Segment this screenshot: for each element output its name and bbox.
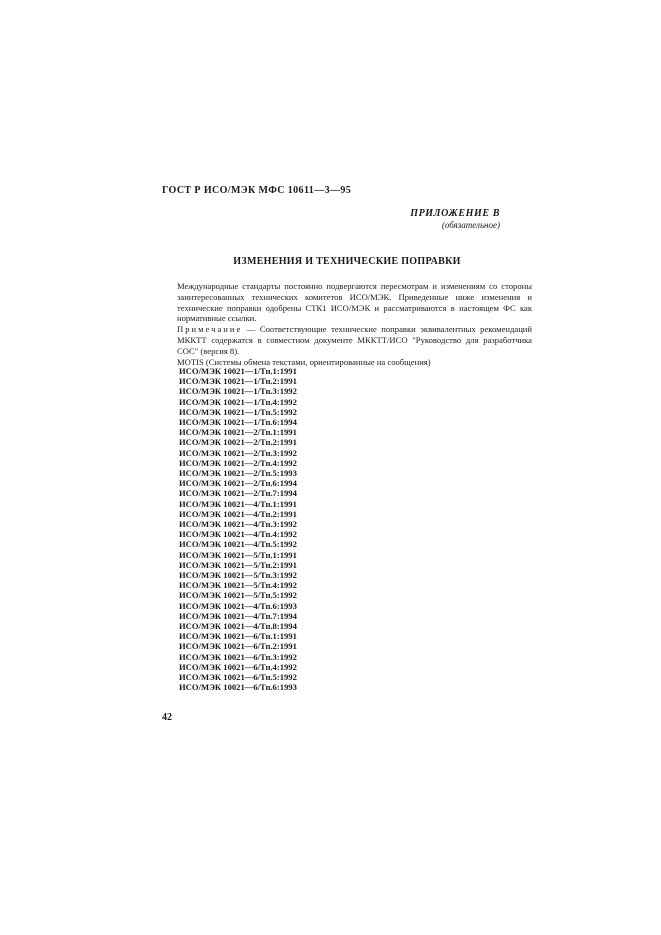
reference-item: ИСО/МЭК 10021—6/Тп.3:1992 — [179, 651, 297, 662]
reference-item: ИСО/МЭК 10021—2/Тп.2:1991 — [179, 437, 297, 448]
reference-item: ИСО/МЭК 10021—6/Тп.1:1991 — [179, 631, 297, 642]
reference-item: ИСО/МЭК 10021—4/Тп.3:1992 — [179, 519, 297, 530]
standard-header: ГОСТ Р ИСО/МЭК МФС 10611—3—95 — [162, 185, 352, 196]
section-title: ИЗМЕНЕНИЯ И ТЕХНИЧЕСКИЕ ПОПРАВКИ — [233, 256, 461, 267]
annex-status: (обязательное) — [441, 220, 500, 230]
reference-item: ИСО/МЭК 10021—4/Тп.4:1992 — [179, 529, 297, 540]
reference-item: ИСО/МЭК 10021—4/Тп.7:1994 — [179, 610, 297, 621]
reference-item: ИСО/МЭК 10021—4/Тп.2:1991 — [179, 508, 297, 519]
reference-item: ИСО/МЭК 10021—2/Тп.7:1994 — [179, 488, 297, 499]
reference-item: ИСО/МЭК 10021—4/Тп.5:1992 — [179, 539, 297, 550]
references-list — [179, 366, 297, 693]
reference-item: ИСО/МЭК 10021—2/Тп.6:1994 — [179, 478, 297, 489]
reference-item: ИСО/МЭК 10021—6/Тп.2:1991 — [179, 641, 297, 652]
reference-item: ИСО/МЭК 10021—5/Тп.1:1991 — [179, 549, 297, 560]
reference-item: ИСО/МЭК 10021—4/Тп.6:1993 — [179, 600, 297, 611]
body-text — [177, 281, 532, 367]
reference-item: ИСО/МЭК 10021—6/Тп.6:1993 — [179, 682, 297, 693]
motis-line: MOTIS (Системы обмена текстами, ориентированные на сообщения) — [177, 356, 431, 367]
reference-item: ИСО/МЭК 10021—4/Тп.8:1994 — [179, 621, 297, 632]
reference-item: ИСО/МЭК 10021—2/Тп.4:1992 — [179, 457, 297, 468]
annex-title: ПРИЛОЖЕНИЕ В — [410, 208, 500, 219]
reference-item: ИСО/МЭК 10021—1/Тп.1:1991 — [179, 366, 297, 376]
reference-item: ИСО/МЭК 10021—6/Тп.4:1992 — [179, 661, 297, 672]
reference-item: ИСО/МЭК 10021—6/Тп.5:1992 — [179, 672, 297, 683]
reference-item: ИСО/МЭК 10021—1/Тп.3:1992 — [179, 386, 297, 397]
reference-item: ИСО/МЭК 10021—5/Тп.3:1992 — [179, 570, 297, 581]
reference-item: ИСО/МЭК 10021—2/Тп.3:1992 — [179, 447, 297, 458]
note-paragraph — [177, 324, 532, 356]
reference-item: ИСО/МЭК 10021—1/Тп.5:1992 — [179, 406, 297, 417]
reference-item: ИСО/МЭК 10021—5/Тп.5:1992 — [179, 590, 297, 601]
reference-item: ИСО/МЭК 10021—5/Тп.4:1992 — [179, 580, 297, 591]
reference-item: ИСО/МЭК 10021—1/Тп.2:1991 — [179, 376, 297, 387]
page-number: 42 — [162, 712, 172, 723]
reference-item: ИСО/МЭК 10021—2/Тп.5:1993 — [179, 468, 297, 479]
reference-item: ИСО/МЭК 10021—4/Тп.1:1991 — [179, 498, 297, 509]
annex-block — [300, 208, 500, 231]
reference-item: ИСО/МЭК 10021—1/Тп.4:1992 — [179, 396, 297, 407]
intro-paragraph: Международные стандарты постоянно подвергаются пересмотрам и изменениям со стороны заинтересованных технических комитетов ИСО/МЭК. Приведенные ниже изменения и технические поправки одобрены СТК1 ИСО/МЭК и рассматриваются в настоящем ФС как нормативные ссылки. — [177, 281, 532, 324]
reference-item: ИСО/МЭК 10021—1/Тп.6:1994 — [179, 417, 297, 428]
reference-item: ИСО/МЭК 10021—2/Тп.1:1991 — [179, 427, 297, 438]
note-text: — Соответствующие технические поправки эквивалентных рекомендаций МККТТ содержатся в совместном документе МККТТ/ИСО "Руководство для разработчика СОС" (версия 8). — [177, 324, 532, 356]
reference-item: ИСО/МЭК 10021—5/Тп.2:1991 — [179, 559, 297, 570]
note-label: Примечание — [177, 324, 243, 335]
